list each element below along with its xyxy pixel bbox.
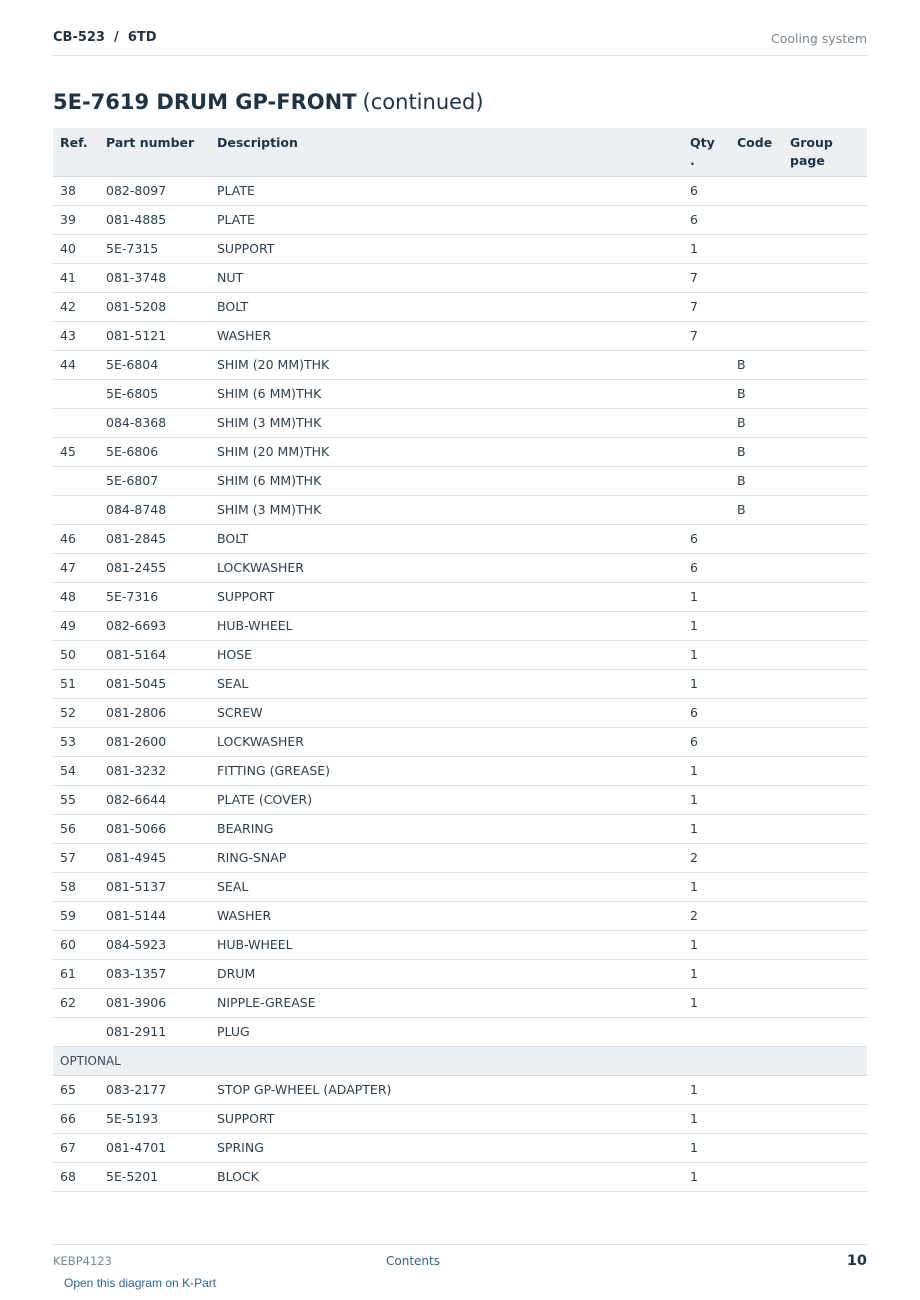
cell-part-number: 081-5045 bbox=[99, 669, 210, 698]
cell-ref bbox=[53, 466, 99, 495]
cell-qty: 7 bbox=[683, 292, 730, 321]
cell-part-number: 5E-6806 bbox=[99, 437, 210, 466]
cell-code: B bbox=[730, 408, 783, 437]
table-row bbox=[53, 930, 867, 959]
cell-qty: 2 bbox=[683, 843, 730, 872]
cell-group-page bbox=[783, 408, 867, 437]
cell-code: B bbox=[730, 437, 783, 466]
cell-description: HOSE bbox=[210, 640, 683, 669]
cell-description: BOLT bbox=[210, 292, 683, 321]
cell-part-number: 081-4701 bbox=[99, 1133, 210, 1162]
table-row bbox=[53, 176, 867, 205]
optional-section-row bbox=[53, 1046, 867, 1075]
cell-group-page bbox=[783, 727, 867, 756]
table-row bbox=[53, 408, 867, 437]
cell-qty: 1 bbox=[683, 582, 730, 611]
cell-qty: 1 bbox=[683, 1075, 730, 1104]
cell-description: LOCKWASHER bbox=[210, 553, 683, 582]
cell-group-page bbox=[783, 234, 867, 263]
cell-code bbox=[730, 698, 783, 727]
cell-qty: 6 bbox=[683, 205, 730, 234]
cell-ref: 50 bbox=[53, 640, 99, 669]
cell-description: WASHER bbox=[210, 901, 683, 930]
table-row bbox=[53, 872, 867, 901]
cell-qty: 1 bbox=[683, 756, 730, 785]
cell-ref: 49 bbox=[53, 611, 99, 640]
cell-code bbox=[730, 176, 783, 205]
page-title bbox=[53, 90, 484, 114]
cell-part-number: 5E-6807 bbox=[99, 466, 210, 495]
cell-group-page bbox=[783, 437, 867, 466]
cell-description: STOP GP-WHEEL (ADAPTER) bbox=[210, 1075, 683, 1104]
cell-description: SEAL bbox=[210, 669, 683, 698]
cell-description: FITTING (GREASE) bbox=[210, 756, 683, 785]
cell-code bbox=[730, 292, 783, 321]
cell-ref: 40 bbox=[53, 234, 99, 263]
cell-code: B bbox=[730, 350, 783, 379]
cell-group-page bbox=[783, 872, 867, 901]
cell-code: B bbox=[730, 495, 783, 524]
table-row bbox=[53, 756, 867, 785]
cell-part-number: 5E-7315 bbox=[99, 234, 210, 263]
cell-ref: 60 bbox=[53, 930, 99, 959]
cell-qty: 1 bbox=[683, 814, 730, 843]
cell-group-page bbox=[783, 1133, 867, 1162]
cell-group-page bbox=[783, 1104, 867, 1133]
table-row bbox=[53, 582, 867, 611]
table-row bbox=[53, 234, 867, 263]
table-row bbox=[53, 669, 867, 698]
cell-description: PLATE (COVER) bbox=[210, 785, 683, 814]
cell-code bbox=[730, 669, 783, 698]
cell-description: SEAL bbox=[210, 872, 683, 901]
col-header-part-number: Part number bbox=[99, 128, 210, 176]
cell-ref: 47 bbox=[53, 553, 99, 582]
cell-ref: 44 bbox=[53, 350, 99, 379]
cell-part-number: 083-2177 bbox=[99, 1075, 210, 1104]
cell-description: BLOCK bbox=[210, 1162, 683, 1191]
cell-qty bbox=[683, 466, 730, 495]
cell-ref: 43 bbox=[53, 321, 99, 350]
cell-code bbox=[730, 1017, 783, 1046]
cell-qty: 6 bbox=[683, 698, 730, 727]
cell-part-number: 081-5164 bbox=[99, 640, 210, 669]
cell-ref: 57 bbox=[53, 843, 99, 872]
cell-group-page bbox=[783, 350, 867, 379]
footer-doc-code: KEBP4123 bbox=[53, 1254, 112, 1268]
cell-code bbox=[730, 959, 783, 988]
cell-part-number: 081-5208 bbox=[99, 292, 210, 321]
cell-group-page bbox=[783, 205, 867, 234]
cell-description: HUB-WHEEL bbox=[210, 930, 683, 959]
cell-group-page bbox=[783, 698, 867, 727]
table-row bbox=[53, 1075, 867, 1104]
cell-ref: 56 bbox=[53, 814, 99, 843]
cell-description: SHIM (20 MM)THK bbox=[210, 437, 683, 466]
cell-qty: 7 bbox=[683, 321, 730, 350]
cell-group-page bbox=[783, 901, 867, 930]
cell-code bbox=[730, 524, 783, 553]
cell-part-number: 5E-5201 bbox=[99, 1162, 210, 1191]
cell-part-number: 081-2455 bbox=[99, 553, 210, 582]
cell-part-number: 5E-6804 bbox=[99, 350, 210, 379]
cell-group-page bbox=[783, 785, 867, 814]
cell-description: SHIM (3 MM)THK bbox=[210, 495, 683, 524]
cell-qty: 1 bbox=[683, 1104, 730, 1133]
cell-ref: 41 bbox=[53, 263, 99, 292]
table-row bbox=[53, 379, 867, 408]
section-name: Cooling system bbox=[771, 31, 867, 46]
open-diagram-link[interactable]: Open this diagram on K-Part bbox=[64, 1276, 217, 1290]
cell-ref: 67 bbox=[53, 1133, 99, 1162]
cell-qty bbox=[683, 1017, 730, 1046]
table-row bbox=[53, 1104, 867, 1133]
cell-code bbox=[730, 263, 783, 292]
table-row bbox=[53, 698, 867, 727]
cell-part-number: 081-2845 bbox=[99, 524, 210, 553]
cell-part-number: 081-5144 bbox=[99, 901, 210, 930]
table-row bbox=[53, 495, 867, 524]
col-header-description: Description bbox=[210, 128, 683, 176]
cell-part-number: 5E-5193 bbox=[99, 1104, 210, 1133]
cell-code bbox=[730, 930, 783, 959]
cell-part-number: 084-8748 bbox=[99, 495, 210, 524]
table-row bbox=[53, 321, 867, 350]
cell-group-page bbox=[783, 321, 867, 350]
cell-group-page bbox=[783, 959, 867, 988]
cell-group-page bbox=[783, 379, 867, 408]
cell-part-number: 081-2806 bbox=[99, 698, 210, 727]
cell-qty: 1 bbox=[683, 930, 730, 959]
cell-ref bbox=[53, 495, 99, 524]
cell-qty: 1 bbox=[683, 1162, 730, 1191]
page-number: 10 bbox=[846, 1253, 867, 1269]
table-row bbox=[53, 350, 867, 379]
cell-part-number: 084-8368 bbox=[99, 408, 210, 437]
cell-description: HUB-WHEEL bbox=[210, 611, 683, 640]
table-row bbox=[53, 727, 867, 756]
cell-description: NUT bbox=[210, 263, 683, 292]
cell-ref bbox=[53, 1017, 99, 1046]
cell-description: DRUM bbox=[210, 959, 683, 988]
cell-group-page bbox=[783, 553, 867, 582]
cell-code bbox=[730, 553, 783, 582]
cell-code bbox=[730, 234, 783, 263]
table-row bbox=[53, 843, 867, 872]
cell-ref: 53 bbox=[53, 727, 99, 756]
cell-description: SHIM (6 MM)THK bbox=[210, 466, 683, 495]
cell-ref: 54 bbox=[53, 756, 99, 785]
cell-qty: 1 bbox=[683, 640, 730, 669]
cell-qty: 1 bbox=[683, 872, 730, 901]
cell-code bbox=[730, 1133, 783, 1162]
cell-group-page bbox=[783, 1162, 867, 1191]
cell-part-number: 081-4945 bbox=[99, 843, 210, 872]
cell-qty: 1 bbox=[683, 959, 730, 988]
cell-group-page bbox=[783, 466, 867, 495]
cell-code bbox=[730, 640, 783, 669]
cell-part-number: 5E-7316 bbox=[99, 582, 210, 611]
cell-ref: 55 bbox=[53, 785, 99, 814]
cell-qty bbox=[683, 408, 730, 437]
document-id: CB-523 / 6TD bbox=[53, 30, 157, 45]
cell-group-page bbox=[783, 611, 867, 640]
cell-description: BOLT bbox=[210, 524, 683, 553]
cell-part-number: 083-1357 bbox=[99, 959, 210, 988]
cell-code bbox=[730, 205, 783, 234]
col-header-ref: Ref. bbox=[53, 128, 99, 176]
table-row bbox=[53, 1162, 867, 1191]
cell-description: NIPPLE-GREASE bbox=[210, 988, 683, 1017]
cell-part-number: 081-2600 bbox=[99, 727, 210, 756]
cell-ref: 45 bbox=[53, 437, 99, 466]
table-row bbox=[53, 205, 867, 234]
cell-ref: 51 bbox=[53, 669, 99, 698]
cell-code bbox=[730, 756, 783, 785]
cell-part-number: 081-3906 bbox=[99, 988, 210, 1017]
cell-ref: 42 bbox=[53, 292, 99, 321]
table-row bbox=[53, 553, 867, 582]
cell-ref: 66 bbox=[53, 1104, 99, 1133]
table-row bbox=[53, 814, 867, 843]
cell-code bbox=[730, 901, 783, 930]
table-row bbox=[53, 1133, 867, 1162]
cell-ref: 62 bbox=[53, 988, 99, 1017]
title-main: 5E-7619 DRUM GP-FRONT bbox=[53, 90, 357, 114]
cell-qty: 1 bbox=[683, 1133, 730, 1162]
cell-code bbox=[730, 872, 783, 901]
table-row bbox=[53, 524, 867, 553]
cell-qty bbox=[683, 350, 730, 379]
cell-part-number: 081-4885 bbox=[99, 205, 210, 234]
contents-link[interactable]: Contents bbox=[386, 1254, 440, 1268]
cell-description: SHIM (20 MM)THK bbox=[210, 350, 683, 379]
cell-description: WASHER bbox=[210, 321, 683, 350]
cell-group-page bbox=[783, 1075, 867, 1104]
cell-qty bbox=[683, 437, 730, 466]
cell-qty: 1 bbox=[683, 785, 730, 814]
col-header-group-page: Group page bbox=[783, 128, 867, 176]
cell-ref: 68 bbox=[53, 1162, 99, 1191]
cell-group-page bbox=[783, 988, 867, 1017]
cell-part-number: 081-3232 bbox=[99, 756, 210, 785]
table-row bbox=[53, 611, 867, 640]
cell-group-page bbox=[783, 843, 867, 872]
cell-part-number: 081-5121 bbox=[99, 321, 210, 350]
parts-table bbox=[53, 128, 867, 1192]
cell-ref: 65 bbox=[53, 1075, 99, 1104]
cell-part-number: 081-5066 bbox=[99, 814, 210, 843]
cell-description: SHIM (3 MM)THK bbox=[210, 408, 683, 437]
page-footer bbox=[53, 1244, 867, 1275]
cell-part-number: 084-5923 bbox=[99, 930, 210, 959]
cell-description: PLATE bbox=[210, 205, 683, 234]
cell-ref: 61 bbox=[53, 959, 99, 988]
cell-qty: 1 bbox=[683, 988, 730, 1017]
cell-code bbox=[730, 321, 783, 350]
table-row bbox=[53, 785, 867, 814]
col-header-qty: Qty . bbox=[683, 128, 730, 176]
cell-description: SUPPORT bbox=[210, 1104, 683, 1133]
cell-qty bbox=[683, 495, 730, 524]
cell-ref bbox=[53, 379, 99, 408]
table-row bbox=[53, 959, 867, 988]
cell-code bbox=[730, 1075, 783, 1104]
col-header-code: Code bbox=[730, 128, 783, 176]
cell-description: BEARING bbox=[210, 814, 683, 843]
table-header-row bbox=[53, 128, 867, 176]
cell-qty: 1 bbox=[683, 669, 730, 698]
cell-code bbox=[730, 988, 783, 1017]
cell-code bbox=[730, 843, 783, 872]
cell-code bbox=[730, 814, 783, 843]
cell-description: SCREW bbox=[210, 698, 683, 727]
table-row bbox=[53, 263, 867, 292]
cell-code bbox=[730, 582, 783, 611]
table-row bbox=[53, 437, 867, 466]
cell-part-number: 082-6693 bbox=[99, 611, 210, 640]
cell-group-page bbox=[783, 756, 867, 785]
cell-ref: 39 bbox=[53, 205, 99, 234]
cell-code bbox=[730, 1162, 783, 1191]
cell-group-page bbox=[783, 524, 867, 553]
cell-ref: 58 bbox=[53, 872, 99, 901]
table-row bbox=[53, 466, 867, 495]
cell-description: SUPPORT bbox=[210, 234, 683, 263]
table-row bbox=[53, 1017, 867, 1046]
cell-part-number: 081-2911 bbox=[99, 1017, 210, 1046]
cell-code bbox=[730, 785, 783, 814]
table-row bbox=[53, 901, 867, 930]
title-suffix: (continued) bbox=[362, 90, 484, 114]
cell-qty: 1 bbox=[683, 611, 730, 640]
cell-part-number: 082-6644 bbox=[99, 785, 210, 814]
cell-ref: 46 bbox=[53, 524, 99, 553]
cell-ref: 52 bbox=[53, 698, 99, 727]
cell-qty: 2 bbox=[683, 901, 730, 930]
cell-group-page bbox=[783, 814, 867, 843]
cell-group-page bbox=[783, 640, 867, 669]
cell-group-page bbox=[783, 495, 867, 524]
cell-code bbox=[730, 727, 783, 756]
cell-group-page bbox=[783, 263, 867, 292]
cell-group-page bbox=[783, 930, 867, 959]
table-row bbox=[53, 988, 867, 1017]
optional-label: OPTIONAL bbox=[53, 1046, 867, 1075]
cell-code: B bbox=[730, 466, 783, 495]
cell-group-page bbox=[783, 1017, 867, 1046]
cell-qty: 6 bbox=[683, 176, 730, 205]
page-header bbox=[53, 28, 867, 56]
cell-description: SUPPORT bbox=[210, 582, 683, 611]
cell-description: LOCKWASHER bbox=[210, 727, 683, 756]
cell-qty: 6 bbox=[683, 727, 730, 756]
cell-part-number: 081-3748 bbox=[99, 263, 210, 292]
cell-description: RING-SNAP bbox=[210, 843, 683, 872]
cell-ref: 48 bbox=[53, 582, 99, 611]
cell-qty bbox=[683, 379, 730, 408]
cell-group-page bbox=[783, 176, 867, 205]
cell-qty: 7 bbox=[683, 263, 730, 292]
cell-ref: 38 bbox=[53, 176, 99, 205]
cell-part-number: 5E-6805 bbox=[99, 379, 210, 408]
table-row bbox=[53, 640, 867, 669]
cell-code bbox=[730, 1104, 783, 1133]
cell-qty: 6 bbox=[683, 524, 730, 553]
cell-part-number: 082-8097 bbox=[99, 176, 210, 205]
cell-group-page bbox=[783, 582, 867, 611]
table-row bbox=[53, 292, 867, 321]
cell-group-page bbox=[783, 669, 867, 698]
cell-group-page bbox=[783, 292, 867, 321]
cell-ref bbox=[53, 408, 99, 437]
cell-description: SPRING bbox=[210, 1133, 683, 1162]
cell-description: PLATE bbox=[210, 176, 683, 205]
cell-qty: 1 bbox=[683, 234, 730, 263]
cell-description: PLUG bbox=[210, 1017, 683, 1046]
cell-ref: 59 bbox=[53, 901, 99, 930]
cell-code: B bbox=[730, 379, 783, 408]
cell-code bbox=[730, 611, 783, 640]
cell-qty: 6 bbox=[683, 553, 730, 582]
cell-description: SHIM (6 MM)THK bbox=[210, 379, 683, 408]
cell-part-number: 081-5137 bbox=[99, 872, 210, 901]
